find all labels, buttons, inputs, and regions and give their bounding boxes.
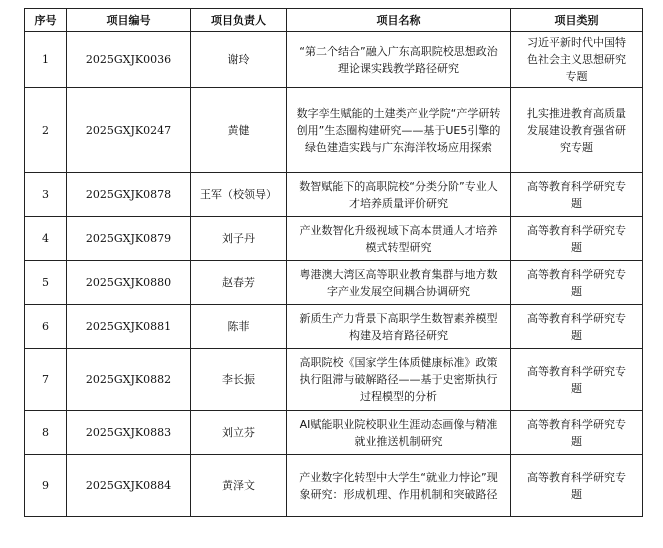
project-category: 高等教育科学研究专题 xyxy=(511,217,643,261)
project-name: 数智赋能下的高职院校“分类分阶”专业人才培养质量评价研究 xyxy=(287,173,511,217)
project-code: 2025GXJK0878 xyxy=(67,173,191,217)
project-name: 新质生产力背景下高职学生数智素养模型构建及培育路径研究 xyxy=(287,305,511,349)
project-category: 扎实推进教育高质量发展建设教育强省研究专题 xyxy=(511,88,643,173)
row-index: 2 xyxy=(25,88,67,173)
project-category: 高等教育科学研究专题 xyxy=(511,261,643,305)
project-name: 高职院校《国家学生体质健康标准》政策执行阻滞与破解路径——基于史密斯执行过程模型的分析 xyxy=(287,349,511,411)
project-code: 2025GXJK0247 xyxy=(67,88,191,173)
row-index: 3 xyxy=(25,173,67,217)
header-category: 项目类别 xyxy=(511,9,643,32)
table-header-row xyxy=(25,9,643,32)
project-name: 粤港澳大湾区高等职业教育集群与地方数字产业发展空间耦合协调研究 xyxy=(287,261,511,305)
table-row xyxy=(25,411,643,455)
table-row xyxy=(25,455,643,517)
project-category: 高等教育科学研究专题 xyxy=(511,455,643,517)
project-name: “第二个结合”融入广东高职院校思想政治理论课实践教学路径研究 xyxy=(287,32,511,88)
project-code: 2025GXJK0881 xyxy=(67,305,191,349)
row-index: 7 xyxy=(25,349,67,411)
header-leader: 项目负责人 xyxy=(191,9,287,32)
project-leader: 李长振 xyxy=(191,349,287,411)
project-code: 2025GXJK0883 xyxy=(67,411,191,455)
project-category: 高等教育科学研究专题 xyxy=(511,349,643,411)
table-row xyxy=(25,349,643,411)
table-row xyxy=(25,217,643,261)
project-code: 2025GXJK0882 xyxy=(67,349,191,411)
header-code: 项目编号 xyxy=(67,9,191,32)
project-leader: 刘立芬 xyxy=(191,411,287,455)
project-code: 2025GXJK0880 xyxy=(67,261,191,305)
table-row xyxy=(25,261,643,305)
project-leader: 赵春芳 xyxy=(191,261,287,305)
row-index: 8 xyxy=(25,411,67,455)
project-code: 2025GXJK0036 xyxy=(67,32,191,88)
project-category: 高等教育科学研究专题 xyxy=(511,411,643,455)
table-row xyxy=(25,88,643,173)
projects-table xyxy=(24,8,643,517)
project-name: 产业数字化转型中大学生“就业力悖论”现象研究：形成机理、作用机制和突破路径 xyxy=(287,455,511,517)
project-code: 2025GXJK0884 xyxy=(67,455,191,517)
table-row xyxy=(25,173,643,217)
project-name: AI赋能职业院校职业生涯动态画像与精准就业推送机制研究 xyxy=(287,411,511,455)
project-leader: 黄健 xyxy=(191,88,287,173)
table-row xyxy=(25,305,643,349)
project-name: 数字孪生赋能的土建类产业学院“产学研转创用”生态圈构建研究——基于UE5引擎的绿色建造实践与广东海洋牧场应用探索 xyxy=(287,88,511,173)
project-leader: 谢玲 xyxy=(191,32,287,88)
project-category: 高等教育科学研究专题 xyxy=(511,173,643,217)
project-leader: 王军（校领导） xyxy=(191,173,287,217)
table-row xyxy=(25,32,643,88)
project-leader: 黄泽文 xyxy=(191,455,287,517)
row-index: 4 xyxy=(25,217,67,261)
header-name: 项目名称 xyxy=(287,9,511,32)
row-index: 5 xyxy=(25,261,67,305)
row-index: 6 xyxy=(25,305,67,349)
project-category: 高等教育科学研究专题 xyxy=(511,305,643,349)
project-name: 产业数智化升级视域下高本贯通人才培养模式转型研究 xyxy=(287,217,511,261)
row-index: 9 xyxy=(25,455,67,517)
row-index: 1 xyxy=(25,32,67,88)
project-code: 2025GXJK0879 xyxy=(67,217,191,261)
project-leader: 刘子丹 xyxy=(191,217,287,261)
project-category: 习近平新时代中国特色社会主义思想研究专题 xyxy=(511,32,643,88)
project-leader: 陈菲 xyxy=(191,305,287,349)
header-index: 序号 xyxy=(25,9,67,32)
